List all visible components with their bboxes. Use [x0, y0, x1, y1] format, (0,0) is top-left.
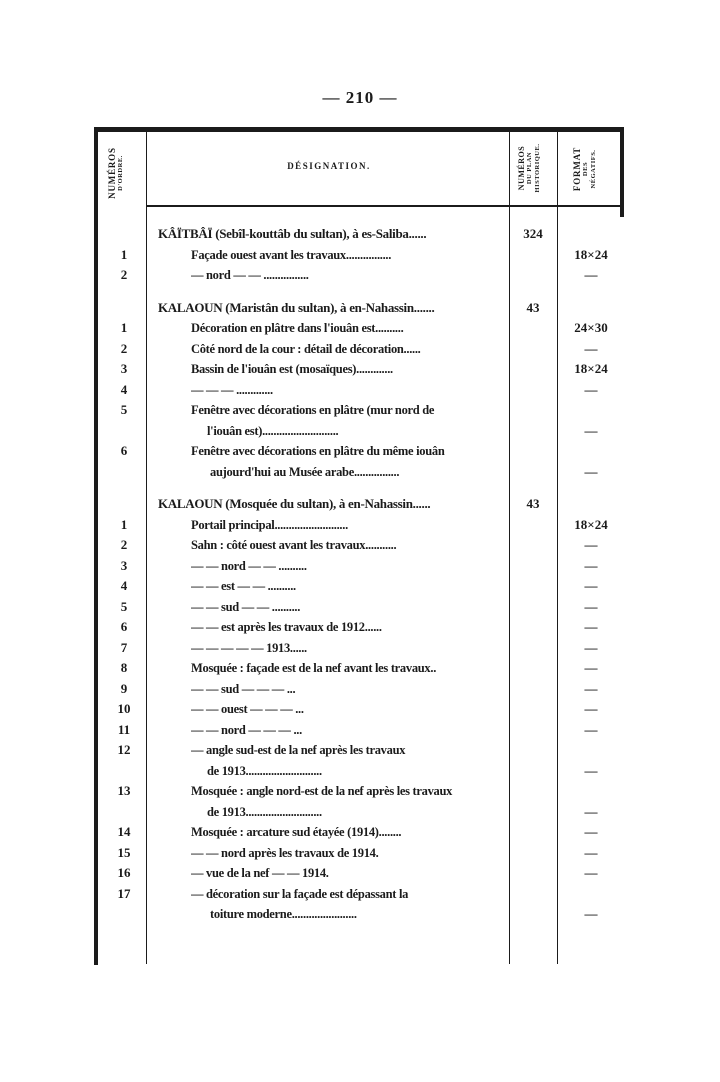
- table-row: [0, 576, 720, 597]
- table-row: [0, 318, 720, 339]
- negative-format: —: [584, 721, 598, 737]
- plan-number: 43: [526, 299, 540, 315]
- order-number: 1: [120, 320, 128, 335]
- order-number: 14: [117, 824, 131, 839]
- negative-format: 18×24: [574, 361, 608, 376]
- designation-text: l'iouân est)...........................: [207, 423, 339, 438]
- order-number: 2: [120, 537, 128, 552]
- format-column-header: [572, 123, 606, 215]
- order-number: 2: [120, 340, 128, 356]
- table-row: [0, 822, 720, 843]
- section-heading-row: [0, 224, 720, 245]
- designation-text: Décoration en plâtre dans l'iouân est..........: [191, 321, 404, 335]
- designation-text: — — nord — — — ...: [191, 722, 302, 737]
- table-row: [0, 699, 720, 720]
- plan-column-header: [517, 122, 549, 214]
- designation-text: — angle sud-est de la nef après les travaux: [191, 743, 406, 757]
- table-row: [0, 781, 720, 802]
- designation-text: — — nord après les travaux de 1914.: [191, 845, 379, 860]
- section-spacer: [0, 286, 720, 298]
- table-row: [0, 658, 720, 679]
- order-number: 3: [120, 557, 128, 573]
- order-number: 10: [117, 701, 131, 716]
- table-row: [0, 802, 720, 823]
- order-number: 15: [117, 844, 131, 860]
- designation-text: — décoration sur la façade est dépassant la: [191, 886, 409, 901]
- order-number: 8: [120, 660, 128, 675]
- table-row: [0, 535, 720, 556]
- order-number: 13: [117, 783, 131, 798]
- negative-format: —: [584, 906, 598, 921]
- order-number: 6: [120, 619, 128, 634]
- negative-format: —: [584, 762, 598, 778]
- negative-format: —: [584, 619, 598, 634]
- table-row: [0, 904, 720, 925]
- table-row: [0, 339, 720, 360]
- designation-text: Sahn : côté ouest avant les travaux...........: [191, 538, 397, 552]
- order-number: 3: [120, 361, 128, 376]
- table-row: [0, 679, 720, 700]
- order-number: 12: [117, 742, 131, 757]
- section-spacer: [0, 482, 720, 494]
- designation-text: — — ouest — — — ...: [191, 702, 304, 716]
- negative-format: —: [584, 803, 598, 819]
- designation-text: — — est après les travaux de 1912......: [191, 620, 382, 634]
- designation-text: Mosquée : façade est de la nef avant les travaux..: [191, 661, 437, 675]
- table-row: [0, 359, 720, 380]
- table-row: [0, 462, 720, 483]
- order-header-line2: D'ORDRE.: [117, 155, 125, 191]
- designation-text: — — nord — — ..........: [191, 558, 307, 573]
- order-number: 4: [120, 381, 128, 397]
- negative-format: —: [584, 267, 598, 282]
- format-header-line3: NÉGATIFS.: [589, 149, 597, 189]
- table-row: [0, 843, 720, 864]
- negative-format: —: [584, 701, 598, 716]
- table-row: [0, 421, 720, 442]
- section-heading-row: [0, 494, 720, 515]
- negative-format: —: [584, 598, 598, 614]
- plan-header-line1: NUMÉROS: [517, 145, 526, 191]
- negative-format: —: [584, 463, 598, 479]
- table-row: [0, 761, 720, 782]
- format-header-line1: FORMAT: [572, 146, 582, 192]
- designation-text: Bassin de l'iouân est (mosaïques).............: [191, 362, 393, 376]
- table-row: [0, 597, 720, 618]
- negative-format: —: [584, 680, 598, 696]
- designation-text: de 1913...........................: [207, 804, 322, 819]
- table-row: [0, 245, 720, 266]
- negative-format: —: [584, 537, 598, 552]
- order-number: 16: [117, 865, 131, 880]
- table-row: [0, 720, 720, 741]
- table-right-border: [620, 127, 624, 217]
- order-number: 1: [120, 246, 128, 262]
- negative-format: 18×24: [574, 246, 608, 262]
- plan-number: 324: [523, 226, 543, 241]
- table-row: [0, 515, 720, 536]
- page-number: — 210 —: [322, 88, 398, 107]
- order-number: 5: [120, 402, 128, 417]
- designation-text: — — — — — 1913......: [191, 640, 307, 655]
- designation-text: KALAOUN (Maristân du sultan), à en-Nahassin.......: [158, 299, 435, 315]
- table-row: [0, 863, 720, 884]
- negative-format: 18×24: [574, 516, 608, 532]
- negative-format: —: [584, 824, 598, 839]
- order-number: 4: [120, 578, 128, 593]
- order-number: 5: [120, 598, 128, 614]
- designation-text: Portail principal..........................: [191, 517, 348, 532]
- table-row: [0, 265, 720, 286]
- designation-text: Mosquée : arcature sud étayée (1914)........: [191, 825, 402, 839]
- table-row: [0, 638, 720, 659]
- designation-text: — — — .............: [191, 382, 273, 397]
- negative-format: —: [584, 578, 598, 593]
- table-row: [0, 380, 720, 401]
- designation-text: KALAOUN (Mosquée du sultan), à en-Nahassin......: [158, 496, 431, 511]
- plan-header-line3: HISTORIQUE.: [533, 143, 541, 193]
- designation-text: — — est — — ..........: [191, 579, 296, 593]
- designation-text: toiture moderne.......................: [210, 907, 357, 921]
- table-row: [0, 400, 720, 421]
- negative-format: —: [584, 660, 598, 675]
- designation-text: Côté nord de la cour : détail de décoration......: [191, 341, 421, 356]
- designation-text: Fenêtre avec décorations en plâtre (mur nord de: [191, 403, 435, 417]
- designation-text: — — sud — — — ...: [191, 681, 296, 696]
- order-number: 7: [120, 639, 128, 655]
- table-body: [0, 224, 720, 925]
- order-number: 1: [120, 516, 128, 532]
- table-row: [0, 556, 720, 577]
- designation-text: Mosquée : angle nord-est de la nef après les travaux: [191, 784, 453, 798]
- order-number: 6: [120, 443, 128, 458]
- negative-format: —: [584, 865, 598, 880]
- table-row: [0, 617, 720, 638]
- negative-format: —: [584, 844, 598, 860]
- order-number: 2: [120, 267, 128, 282]
- negative-format: —: [584, 422, 598, 438]
- plan-number: 43: [526, 496, 540, 511]
- table-row: [0, 740, 720, 761]
- designation-text: — — sud — — ..........: [191, 599, 301, 614]
- plan-header-line2: DU PLAN: [526, 151, 534, 185]
- order-number: 11: [117, 721, 131, 737]
- designation-text: aujourd'hui au Musée arabe................: [210, 464, 400, 479]
- designation-text: KÂÏTBÂÏ (Sebîl-kouttâb du sultan), à es-Saliba......: [158, 226, 427, 241]
- designation-text: — vue de la nef — — 1914.: [191, 866, 329, 880]
- negative-format: 24×30: [574, 320, 608, 335]
- order-number: 9: [120, 680, 128, 696]
- designation-column-header: DÉSIGNATION.: [287, 161, 371, 171]
- table-row: [0, 441, 720, 462]
- designation-text: Fenêtre avec décorations en plâtre du même iouân: [191, 444, 445, 458]
- order-number: 17: [117, 885, 131, 901]
- negative-format: —: [584, 639, 598, 655]
- order-column-header: [107, 128, 135, 218]
- order-header-line1: NUMÉROS: [107, 147, 117, 199]
- table-row: [0, 884, 720, 905]
- designation-text: de 1913...........................: [207, 763, 322, 778]
- format-header-line2: DES: [582, 161, 590, 177]
- negative-format: —: [584, 381, 598, 397]
- designation-text: — nord — — ................: [191, 268, 309, 282]
- section-heading-row: [0, 298, 720, 319]
- designation-text: Façade ouest avant les travaux................: [191, 247, 392, 262]
- negative-format: —: [584, 557, 598, 573]
- negative-format: —: [584, 340, 598, 356]
